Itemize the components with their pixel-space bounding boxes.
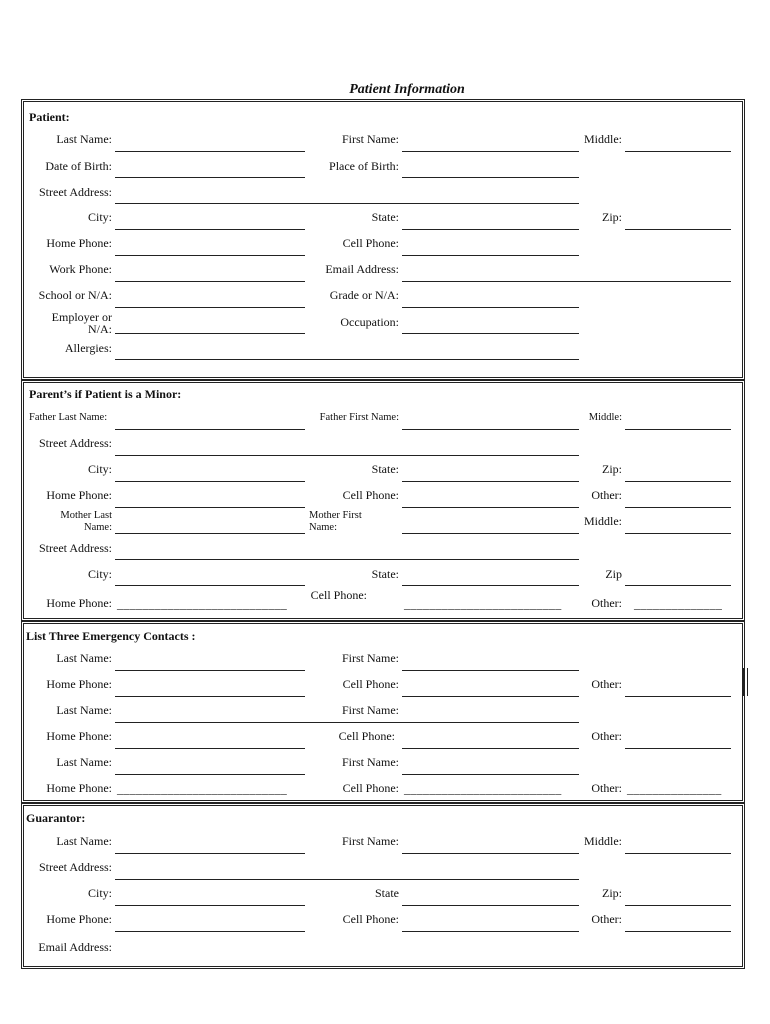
patient-employer-field[interactable]: [115, 333, 305, 334]
parents-street2-label: Street Address:: [39, 541, 112, 555]
patient-occupation-field[interactable]: [402, 333, 579, 334]
ec3-last-name-field[interactable]: [115, 774, 305, 775]
emergency-heading: List Three Emergency Contacts :: [26, 629, 196, 643]
mother-middle-field[interactable]: [625, 533, 731, 534]
parents-cell-phone2-label: Cell Phone:: [310, 588, 367, 602]
guarantor-other-field[interactable]: [625, 931, 731, 932]
guarantor-city-field[interactable]: [115, 905, 305, 906]
father-last-name-field[interactable]: [115, 429, 305, 430]
guarantor-first-name-label: First Name:: [342, 834, 399, 848]
parents-cell-phone2-field[interactable]: _________________________: [404, 597, 562, 611]
parents-cell-phone-label: Cell Phone:: [342, 488, 399, 502]
mother-middle-label: Middle:: [584, 514, 622, 528]
parents-city-label: City:: [87, 462, 112, 476]
parents-home-phone-label: Home Phone:: [46, 488, 112, 502]
father-last-name-label: Father Last Name:: [29, 412, 108, 423]
guarantor-city-label: City:: [87, 886, 112, 900]
guarantor-cell-phone-field[interactable]: [402, 931, 579, 932]
guarantor-street-label: Street Address:: [39, 860, 112, 874]
parents-city-field[interactable]: [115, 481, 305, 482]
page-edge-mark: [742, 668, 748, 696]
parents-street-label: Street Address:: [39, 436, 112, 450]
patient-work-phone-label: Work Phone:: [49, 262, 112, 276]
guarantor-email-label: Email Address:: [38, 940, 112, 954]
parents-city2-label: City:: [87, 567, 112, 581]
parents-zip2-label: Zip: [605, 567, 622, 581]
ec1-other-label: Other:: [591, 677, 622, 691]
ec3-other-field[interactable]: _______________: [627, 782, 722, 796]
patient-dob-field[interactable]: [115, 177, 305, 178]
ec2-other-field[interactable]: [625, 748, 731, 749]
ec3-other-label: Other:: [591, 781, 622, 795]
ec1-last-name-label: Last Name:: [56, 651, 112, 665]
patient-home-phone-label: Home Phone:: [46, 236, 112, 250]
ec1-home-phone-field[interactable]: [115, 696, 305, 697]
patient-first-name-label: First Name:: [342, 132, 399, 146]
mother-last-name-label: Mother Last Name:: [60, 510, 112, 533]
ec1-cell-phone-label: Cell Phone:: [342, 677, 399, 691]
parents-heading: Parent’s if Patient is a Minor:: [29, 387, 182, 401]
patient-dob-label: Date of Birth:: [45, 159, 112, 173]
parents-zip-label: Zip:: [602, 462, 622, 476]
parents-state2-label: State:: [371, 567, 399, 581]
patient-allergies-label: Allergies:: [64, 341, 112, 355]
patient-employer-label: Employer or N/A:: [51, 310, 112, 336]
father-first-name-field[interactable]: [402, 429, 579, 430]
patient-city-field[interactable]: [115, 229, 305, 230]
parents-other2-label: Other:: [591, 596, 622, 610]
ec2-last-name-field[interactable]: [115, 722, 579, 723]
patient-cell-phone-field[interactable]: [402, 255, 579, 256]
patient-pob-field[interactable]: [402, 177, 579, 178]
ec3-cell-phone-label: Cell Phone:: [342, 781, 399, 795]
ec3-home-phone-label: Home Phone:: [46, 781, 112, 795]
patient-email-field[interactable]: [402, 281, 731, 282]
mother-last-name-field[interactable]: [115, 533, 305, 534]
guarantor-first-name-field[interactable]: [402, 853, 579, 854]
guarantor-street-field[interactable]: [115, 879, 579, 880]
guarantor-last-name-field[interactable]: [115, 853, 305, 854]
patient-last-name-label: Last Name:: [56, 132, 112, 146]
ec3-first-name-field[interactable]: [402, 774, 579, 775]
parents-home-phone-field[interactable]: [115, 507, 305, 508]
patient-grade-label: Grade or N/A:: [329, 288, 399, 302]
father-first-name-label: Father First Name:: [319, 412, 399, 423]
parents-state-field[interactable]: [402, 481, 579, 482]
ec1-last-name-field[interactable]: [115, 670, 305, 671]
form-title: Patient Information: [349, 82, 465, 97]
ec1-first-name-label: First Name:: [342, 651, 399, 665]
ec2-cell-phone-field[interactable]: [402, 748, 579, 749]
patient-pob-label: Place of Birth:: [329, 159, 399, 173]
parents-street-field[interactable]: [115, 455, 579, 456]
ec3-home-phone-field[interactable]: ___________________________: [117, 782, 288, 796]
patient-state-field[interactable]: [402, 229, 579, 230]
ec3-first-name-label: First Name:: [342, 755, 399, 769]
ec1-first-name-field[interactable]: [402, 670, 579, 671]
ec2-last-name-label: Last Name:: [56, 703, 112, 717]
patient-home-phone-field[interactable]: [115, 255, 305, 256]
ec3-cell-phone-field[interactable]: _________________________: [404, 782, 562, 796]
parents-home-phone2-label: Home Phone:: [46, 596, 112, 610]
guarantor-other-label: Other:: [591, 912, 622, 926]
patient-school-field[interactable]: [115, 307, 305, 308]
guarantor-middle-field[interactable]: [625, 853, 731, 854]
ec2-home-phone-field[interactable]: [115, 748, 305, 749]
parents-other-field[interactable]: [625, 507, 731, 508]
guarantor-zip-label: Zip:: [602, 886, 622, 900]
ec1-home-phone-label: Home Phone:: [46, 677, 112, 691]
parents-zip2-field[interactable]: [625, 585, 731, 586]
patient-street-label: Street Address:: [39, 185, 112, 199]
guarantor-zip-field[interactable]: [625, 905, 731, 906]
ec2-cell-phone-label: Cell Phone:: [338, 729, 395, 743]
patient-city-label: City:: [87, 210, 112, 224]
guarantor-cell-phone-label: Cell Phone:: [342, 912, 399, 926]
guarantor-email-field[interactable]: [115, 936, 579, 958]
patient-occupation-label: Occupation:: [340, 315, 399, 329]
patient-street-field[interactable]: [115, 203, 579, 204]
patient-heading: Patient:: [29, 110, 70, 124]
patient-grade-field[interactable]: [402, 307, 579, 308]
parents-state-label: State:: [371, 462, 399, 476]
ec2-home-phone-label: Home Phone:: [46, 729, 112, 743]
guarantor-state-label: State: [375, 886, 399, 900]
father-middle-field[interactable]: [625, 429, 731, 430]
parents-street2-field[interactable]: [115, 559, 579, 560]
parents-other2-field[interactable]: ______________: [634, 597, 723, 611]
guarantor-middle-label: Middle:: [584, 834, 622, 848]
parents-state2-field[interactable]: [402, 585, 579, 586]
patient-middle-field[interactable]: [625, 151, 731, 152]
parents-cell-phone-field[interactable]: [402, 507, 579, 508]
ec2-first-name-label: First Name:: [342, 703, 399, 717]
ec2-other-label: Other:: [591, 729, 622, 743]
parents-city2-field[interactable]: [115, 585, 305, 586]
ec1-other-field[interactable]: [625, 696, 731, 697]
patient-zip-label: Zip:: [602, 210, 622, 224]
patient-email-label: Email Address:: [325, 262, 399, 276]
parents-other-label: Other:: [591, 488, 622, 502]
guarantor-last-name-label: Last Name:: [56, 834, 112, 848]
guarantor-home-phone-label: Home Phone:: [46, 912, 112, 926]
mother-first-name-field[interactable]: [402, 533, 579, 534]
patient-middle-label: Middle:: [584, 132, 622, 146]
father-middle-label: Middle:: [588, 412, 622, 423]
patient-first-name-field[interactable]: [402, 151, 579, 152]
ec1-cell-phone-field[interactable]: [402, 696, 579, 697]
patient-work-phone-field[interactable]: [115, 281, 305, 282]
patient-last-name-field[interactable]: [115, 151, 305, 152]
parents-zip-field[interactable]: [625, 481, 731, 482]
patient-allergies-field[interactable]: [115, 359, 579, 360]
guarantor-heading: Guarantor:: [26, 811, 86, 825]
patient-zip-field[interactable]: [625, 229, 731, 230]
guarantor-state-field[interactable]: [402, 905, 579, 906]
patient-school-label: School or N/A:: [38, 288, 112, 302]
mother-first-name-label: Mother First Name:: [309, 510, 362, 533]
guarantor-home-phone-field[interactable]: [115, 931, 305, 932]
parents-home-phone2-field[interactable]: ___________________________: [117, 597, 288, 611]
patient-cell-phone-label: Cell Phone:: [342, 236, 399, 250]
ec3-last-name-label: Last Name:: [56, 755, 112, 769]
patient-state-label: State:: [371, 210, 399, 224]
